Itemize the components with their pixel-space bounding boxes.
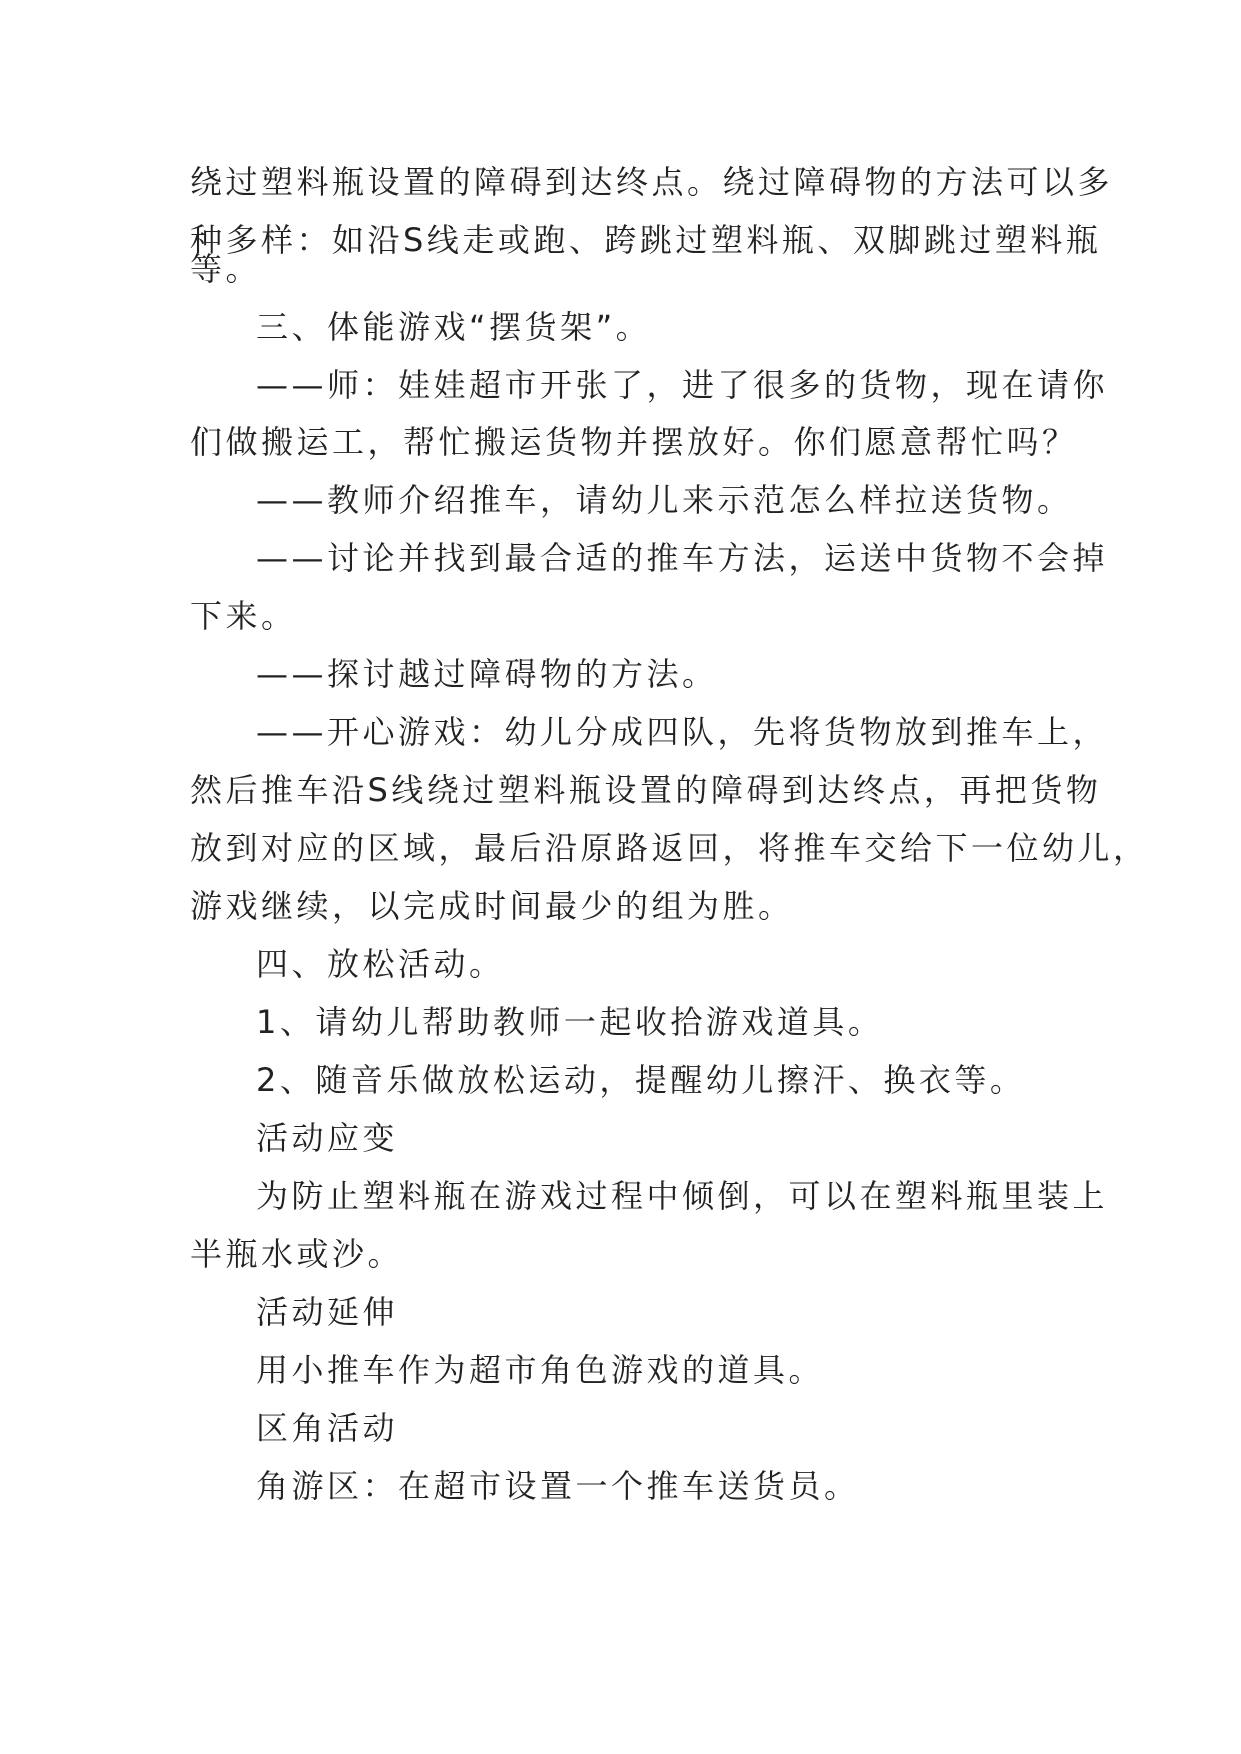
text-line: ——开心游戏：幼儿分成四队，先将货物放到推车上， bbox=[256, 713, 1109, 751]
text-line: 游戏继续，以完成时间最少的组为胜。 bbox=[190, 887, 794, 925]
text-line: 用小推车作为超市角色游戏的道具。 bbox=[256, 1351, 825, 1389]
text-line: 等。 bbox=[190, 250, 262, 288]
section-heading: 活动应变 bbox=[256, 1119, 399, 1157]
list-item: 1、请幼儿帮助教师一起收拾游戏道具。 bbox=[256, 1003, 884, 1041]
text-line: 放到对应的区域，最后沿原路返回，将推车交给下一位幼儿， bbox=[190, 829, 1149, 867]
section-heading: 四、放松活动。 bbox=[256, 945, 505, 983]
text-line: 然后推车沿S线绕过塑料瓶设置的障碍到达终点，再把货物 bbox=[190, 771, 1102, 809]
text-line: ——师：娃娃超市开张了，进了很多的货物，现在请你 bbox=[256, 366, 1109, 404]
list-item: 2、随音乐做放松运动，提醒幼儿擦汗、换衣等。 bbox=[256, 1061, 1026, 1099]
text-line: 半瓶水或沙。 bbox=[190, 1235, 404, 1273]
text-line: ——教师介绍推车，请幼儿来示范怎么样拉送货物。 bbox=[256, 481, 1073, 519]
text-line: 绕过塑料瓶设置的障碍到达终点。绕过障碍物的方法可以多 bbox=[190, 163, 1114, 201]
text-line: ——讨论并找到最合适的推车方法，运送中货物不会掉 bbox=[256, 539, 1109, 577]
text-line: ——探讨越过障碍物的方法。 bbox=[256, 655, 718, 693]
section-heading: 三、体能游戏“摆货架”。 bbox=[256, 308, 652, 346]
text-line: 为防止塑料瓶在游戏过程中倾倒，可以在塑料瓶里装上 bbox=[256, 1177, 1109, 1215]
section-heading: 区角活动 bbox=[256, 1409, 399, 1447]
text-line: 们做搬运工，帮忙搬运货物并摆放好。你们愿意帮忙吗？ bbox=[190, 423, 1078, 461]
section-heading: 活动延伸 bbox=[256, 1293, 399, 1331]
text-line: 下来。 bbox=[190, 597, 297, 635]
text-line: 种多样：如沿S线走或跑、跨跳过塑料瓶、双脚跳过塑料瓶 bbox=[190, 221, 1102, 259]
text-line: 角游区：在超市设置一个推车送货员。 bbox=[256, 1467, 860, 1505]
